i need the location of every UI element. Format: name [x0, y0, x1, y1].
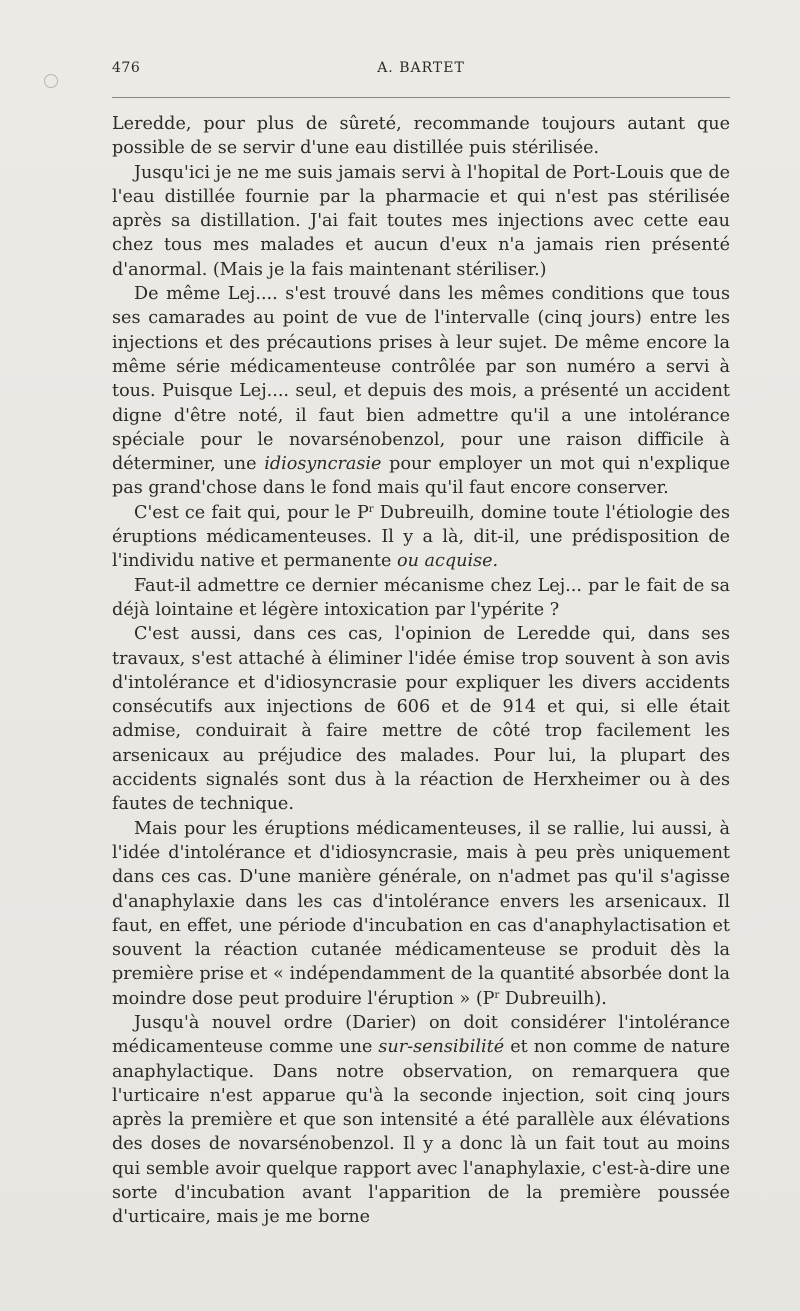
italic-term: sur-sensibilité — [378, 1037, 505, 1058]
page-header — [112, 60, 730, 86]
paragraph — [112, 817, 730, 1011]
superscript: r — [368, 503, 374, 515]
text-run: C'est ce fait qui, pour le P — [134, 502, 369, 523]
header-rule — [112, 97, 730, 98]
superscript: r — [494, 989, 500, 1001]
paragraph: Faut-il admettre ce dernier mécanisme chez Lej... par le fait de sa déjà lointaine et légère intoxication par l'ypérite ? — [112, 575, 730, 620]
margin-mark — [44, 74, 58, 88]
text-run: pour employer un mot qui n'explique pas grand'chose dans le fond mais qu'il faut encore conserver. — [112, 454, 730, 499]
text-run: Jusqu'à nouvel ordre (Darier) on doit considérer l'intolérance médicamenteuse comme une — [112, 1012, 730, 1058]
text-run: et non comme de nature anaphylactique. Dans notre observation, on remarquera que l'urticaire n'est apparue qu'à la seconde injection, soit cinq jours après la première et que son intensité a été parallèle aux élévations des doses de novarsénobenzol. Il y a donc là un fait tout au moins qui semble avoir quelque rapport avec l'anaphylaxie, c'est-à-dire une sorte d'incubation avant l'apparition de la première poussée d'urticaire, mais je me borne — [112, 1037, 730, 1228]
page-number: 476 — [112, 60, 141, 76]
text-run: Dubreuilh). — [499, 988, 607, 1009]
paragraph: Jusqu'ici je ne me suis jamais servi à l'hopital de Port-Louis que de l'eau distillée fournie par la pharmacie et qui n'est pas stérilisée après sa distillation. J'ai fait toutes mes injections avec cette eau chez tous mes malades et aucun d'eux n'a jamais rien présenté d'anormal. (Mais je la fais maintenant stériliser.) — [112, 162, 730, 280]
italic-term: idiosyncrasie — [264, 454, 382, 475]
paragraph — [112, 1011, 730, 1230]
running-head: A. BARTET — [377, 60, 465, 76]
text-run: De même Lej.... s'est trouvé dans les mêmes conditions que tous ses camarades au point de vue de l'intervalle (cinq jours) entre les injections et des précautions prises à leur sujet. De même encore la même série médicamenteuse contrôlée par son numéro a servi à tous. Puisque Lej.... seul, et depuis des mois, a présenté un accident digne d'être noté, il faut bien admettre qu'il a une intolérance spéciale pour le novarsénobenzol, pour une raison difficile à déterminer, une — [112, 284, 730, 475]
paragraph: Leredde, pour plus de sûreté, recommande toujours autant que possible de se servir d'une eau distillée puis stérilisée. — [112, 114, 730, 159]
paragraph — [112, 501, 730, 574]
text-run: Mais pour les éruptions médicamenteuses, il se rallie, lui aussi, à l'idée d'intolérance et d'idiosyncrasie, mais à peu près uniquement dans ces cas. D'une manière générale, on n'admet pas qu'il s'agisse d'anaphylaxie dans les cas d'intolérance envers les arsenicaux. Il faut, en effet, une période d'incubation en cas d'anaphylactisation et souvent la réaction cutanée médicamenteuse se produit dès la première prise et « indépendamment de la quantité absorbée dont la moindre dose peut produire l'éruption » (P — [112, 818, 730, 1009]
paragraph: C'est aussi, dans ces cas, l'opinion de Leredde qui, dans ses travaux, s'est attaché à éliminer l'idée émise trop souvent à son avis d'intolérance et d'idiosyncrasie pour expliquer les divers accidents consécutifs aux injections de 606 et de 914 et qui, si elle était admise, conduirait à faire mettre de côté trop facilement les arsenicaux au préjudice des malades. Pour lui, la plupart des accidents signalés sont dus à la réaction de Herxheimer ou à des fautes de technique. — [112, 624, 730, 815]
body-text — [112, 112, 730, 1230]
paragraph — [112, 282, 730, 501]
text-run: Dubreuilh, domine toute l'étiologie des éruptions médicamenteuses. Il y a là, dit-il, une prédisposition de l'individu native et permanente — [112, 502, 730, 572]
italic-term: ou acquise. — [397, 551, 499, 572]
